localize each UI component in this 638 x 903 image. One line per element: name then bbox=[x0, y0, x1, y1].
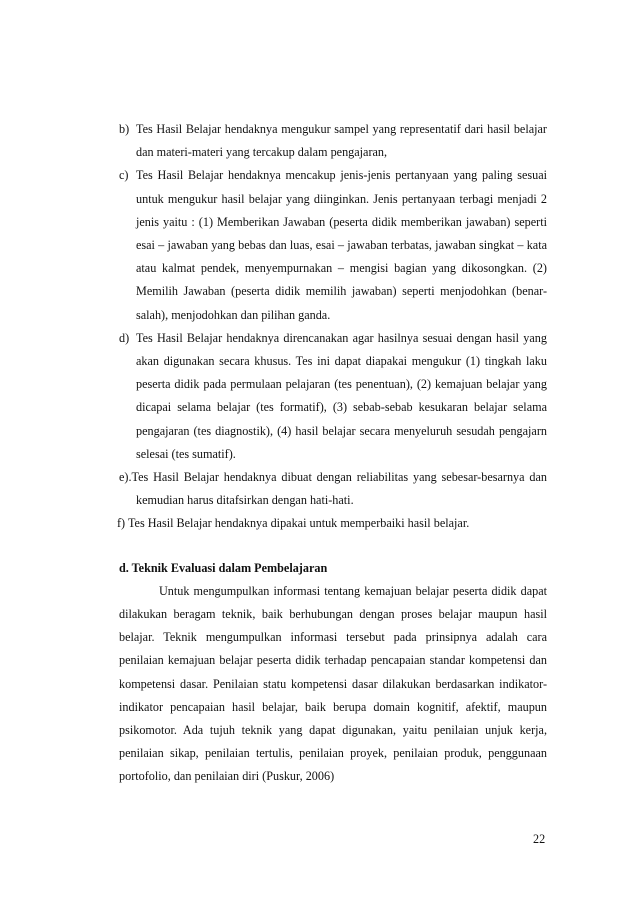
list-marker: d) bbox=[119, 330, 130, 345]
list-marker: c) bbox=[119, 168, 129, 183]
list-item-text: Tes Hasil Belajar hendaknya mencakup jenis-jenis pertanyaan yang paling sesuai untuk mengukur hasil belajar yang diinginkan. Jenis pertanyaan terbagi menjadi 2 jenis yaitu : (1) Memberikan Jawaban (peserta didik memberikan jawaban) seperti esai – jawaban yang bebas dan luas, esai – jawaban terbatas, jawaban singkat – kata atau kalmat pendek, menyempurnakan – mengisi bagian yang dikosongkan. (2) Memilih Jawaban (peserta didik memilih jawaban) seperti menjodohkan (benar-salah), menjodohkan dan pilihan ganda. bbox=[136, 168, 547, 322]
body-paragraph: Untuk mengumpulkan informasi tentang kemajuan belajar peserta didik dapat dilakukan beragam teknik, baik berhubungan dengan proses belajar maupun hasil belajar. Teknik mengumpulkan informasi tersebut pada prinsipnya adalah cara penilaian kemajuan belajar peserta didik terhadap pencapaian standar kompetensi dan kompetensi dasar. Penilaian statu kompetensi dasar dilakukan berdasarkan indikator-indikator pencapaian hasil belajar, baik berupa domain kognitif, afektif, maupun psikomotor. Ada tujuh teknik yang dapat digunakan, yaitu penilaian unjuk kerja, penilaian sikap, penilaian tertulis, penilaian proyek, penilaian produk, penggunaan portofolio, dan penilaian diri (Puskur, 2006) bbox=[119, 583, 547, 784]
page-number: 22 bbox=[533, 832, 546, 846]
list-item-text: Tes Hasil Belajar hendaknya direncanakan agar hasilnya sesuai dengan hasil yang akan digunakan secara khusus. Tes ini dapat diapakai mengukur (1) tingkah laku peserta didik pada permulaan pelajaran (tes penentuan), (2) kemajuan belajar yang dicapai selama belajar (tes formatif), (3) sebab-sebab kesukaran belajar selama pengajaran (tes diagnostik), (4) hasil belajar secara menyeluruh sesudah pengajarn selesai (tes sumatif). bbox=[136, 330, 547, 461]
list-marker: e). bbox=[119, 470, 132, 485]
list-item-b bbox=[119, 118, 547, 164]
list-marker: f) bbox=[117, 516, 126, 531]
page-content bbox=[119, 118, 547, 789]
section-heading: d. Teknik Evaluasi dalam Pembelajaran bbox=[119, 560, 328, 575]
list-item-text: Tes Hasil Belajar hendaknya dipakai untuk memperbaiki hasil belajar. bbox=[127, 516, 470, 531]
list-item-e bbox=[119, 466, 547, 512]
list-item-d bbox=[119, 327, 547, 466]
list-item-text: Tes Hasil Belajar hendaknya mengukur sampel yang representatif dari hasil belajar dan materi-materi yang tercakup dalam pengajaran, bbox=[136, 122, 547, 160]
list-item-f bbox=[117, 512, 547, 535]
list-item-c bbox=[119, 164, 547, 326]
list-marker: b) bbox=[119, 122, 130, 136]
list-item-text: Tes Hasil Belajar hendaknya dibuat dengan reliabilitas yang sebesar-besarnya dan kemudian harus ditafsirkan dengan hati-hati. bbox=[131, 470, 547, 508]
